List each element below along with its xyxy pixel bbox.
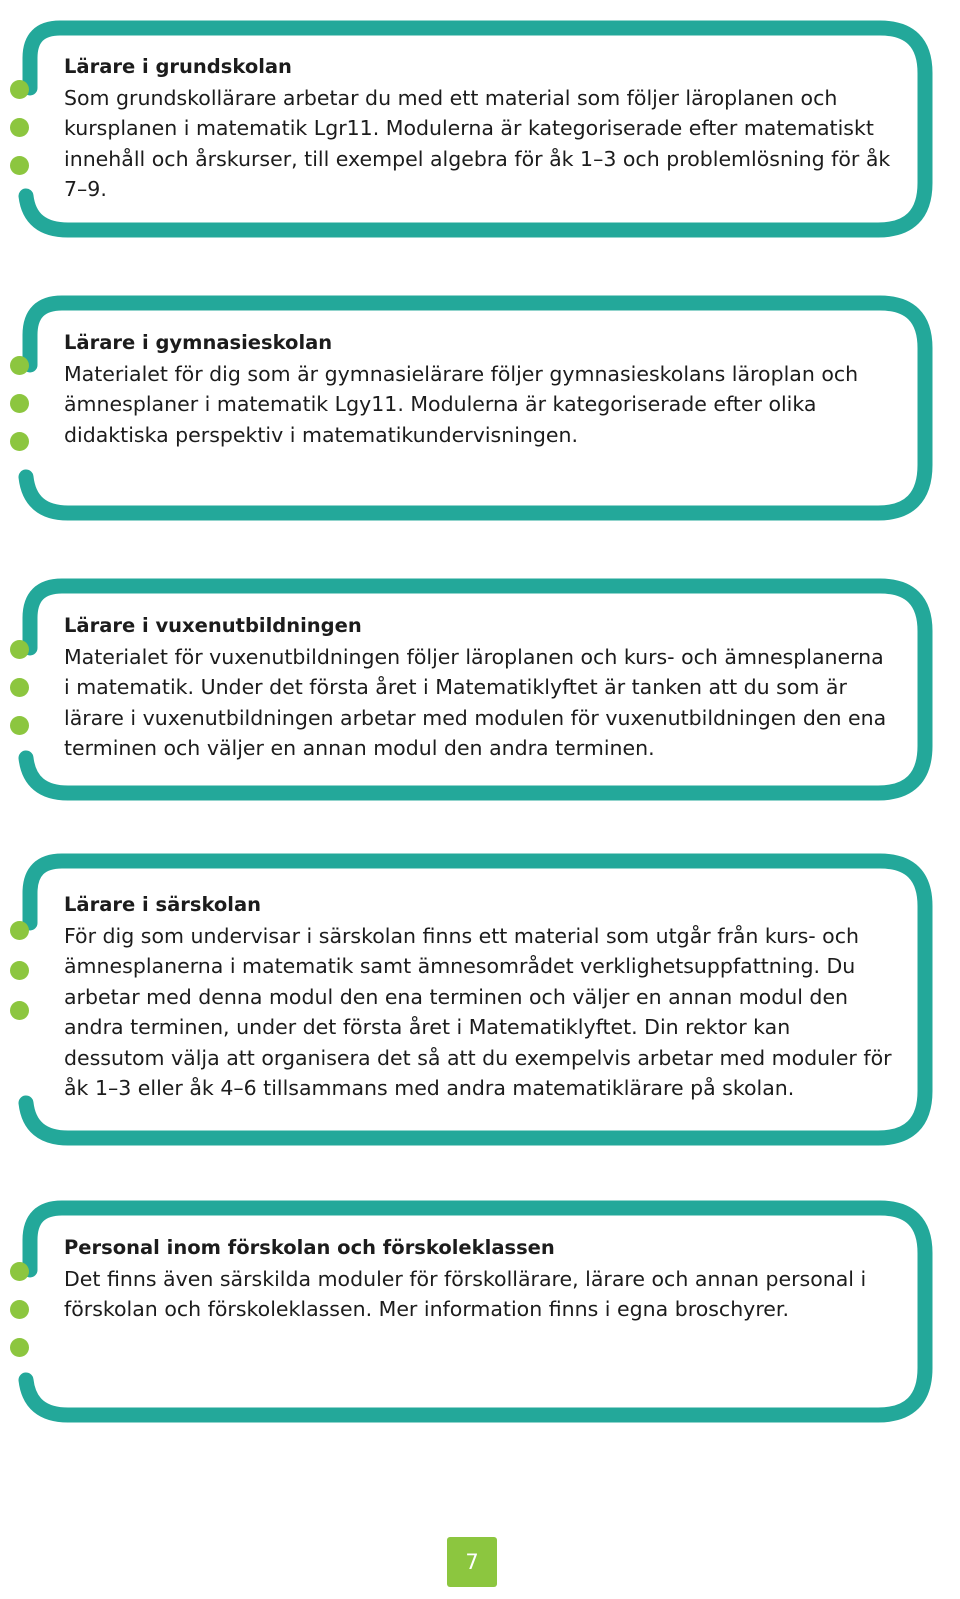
green-dot-icon (10, 1338, 29, 1357)
section-content (64, 52, 894, 205)
section-body: Det finns även särskilda moduler för förskollärare, lärare och annan personal i förskolan och förskoleklassen. Mer information finns i egna broschyrer. (64, 1266, 867, 1321)
section-title: Lärare i särskolan (64, 893, 262, 916)
section-content (64, 328, 894, 450)
green-dot-icon (10, 118, 29, 137)
section-body: Materialet för vuxenutbildningen följer läroplanen och kurs- och ämnesplanerna i matematik. Under det första året i Matematiklyftet är tanken att du som är lärare i vuxenutbildningen arbetar med modulen för vuxenutbildningen den ena terminen och väljer en annan modul den andra terminen. (64, 644, 887, 760)
section-content (64, 611, 894, 764)
section-body: För dig som undervisar i särskolan finns ett material som utgår från kurs- och ämnesplanerna i matematik samt ämnesområdet verklighetsuppfattning. Du arbetar med denna modul den ena terminen och väljer en annan modul den andra terminen, under det första året i Matematiklyftet. Din rektor kan dessutom välja att organisera det så att du exempelvis arbetar med moduler för åk 1–3 eller åk 4–6 tillsammans med andra matematiklärare på skolan. (64, 923, 892, 1100)
page-number: 7 (447, 1537, 497, 1587)
section-card-forskolan (0, 1190, 960, 1426)
green-dot-icon (10, 356, 29, 375)
green-dot-icon (10, 678, 29, 697)
section-body: Som grundskollärare arbetar du med ett material som följer läroplanen och kursplanen i matematik Lgr11. Modulerna är kategoriserade efter matematiskt innehåll och årskurser, till exempel algebra för åk 1–3 och problemlösning för åk 7–9. (64, 85, 891, 201)
green-dot-icon (10, 921, 29, 940)
section-card-grundskolan (0, 8, 960, 244)
section-title: Lärare i grundskolan (64, 55, 292, 78)
section-title: Lärare i vuxenutbildningen (64, 614, 362, 637)
section-card-sarskolan (0, 843, 960, 1149)
section-card-gymnasieskolan (0, 285, 960, 525)
section-title: Personal inom förskolan och förskoleklassen (64, 1236, 555, 1259)
green-dot-icon (10, 961, 29, 980)
green-dot-icon (10, 1262, 29, 1281)
section-content (64, 890, 894, 1104)
green-dot-icon (10, 640, 29, 659)
section-body: Materialet för dig som är gymnasielärare följer gymnasieskolans läroplan och ämnesplaner i matematik Lgy11. Modulerna är kategoriserade efter olika didaktiska perspektiv i matematikundervisningen. (64, 361, 859, 447)
green-dot-icon (10, 716, 29, 735)
section-title: Lärare i gymnasieskolan (64, 331, 333, 354)
green-dot-icon (10, 1300, 29, 1319)
green-dot-icon (10, 394, 29, 413)
green-dot-icon (10, 1001, 29, 1020)
green-dot-icon (10, 80, 29, 99)
green-dot-icon (10, 432, 29, 451)
section-card-vuxenutbildningen (0, 568, 960, 804)
green-dot-icon (10, 156, 29, 175)
section-content (64, 1233, 894, 1325)
